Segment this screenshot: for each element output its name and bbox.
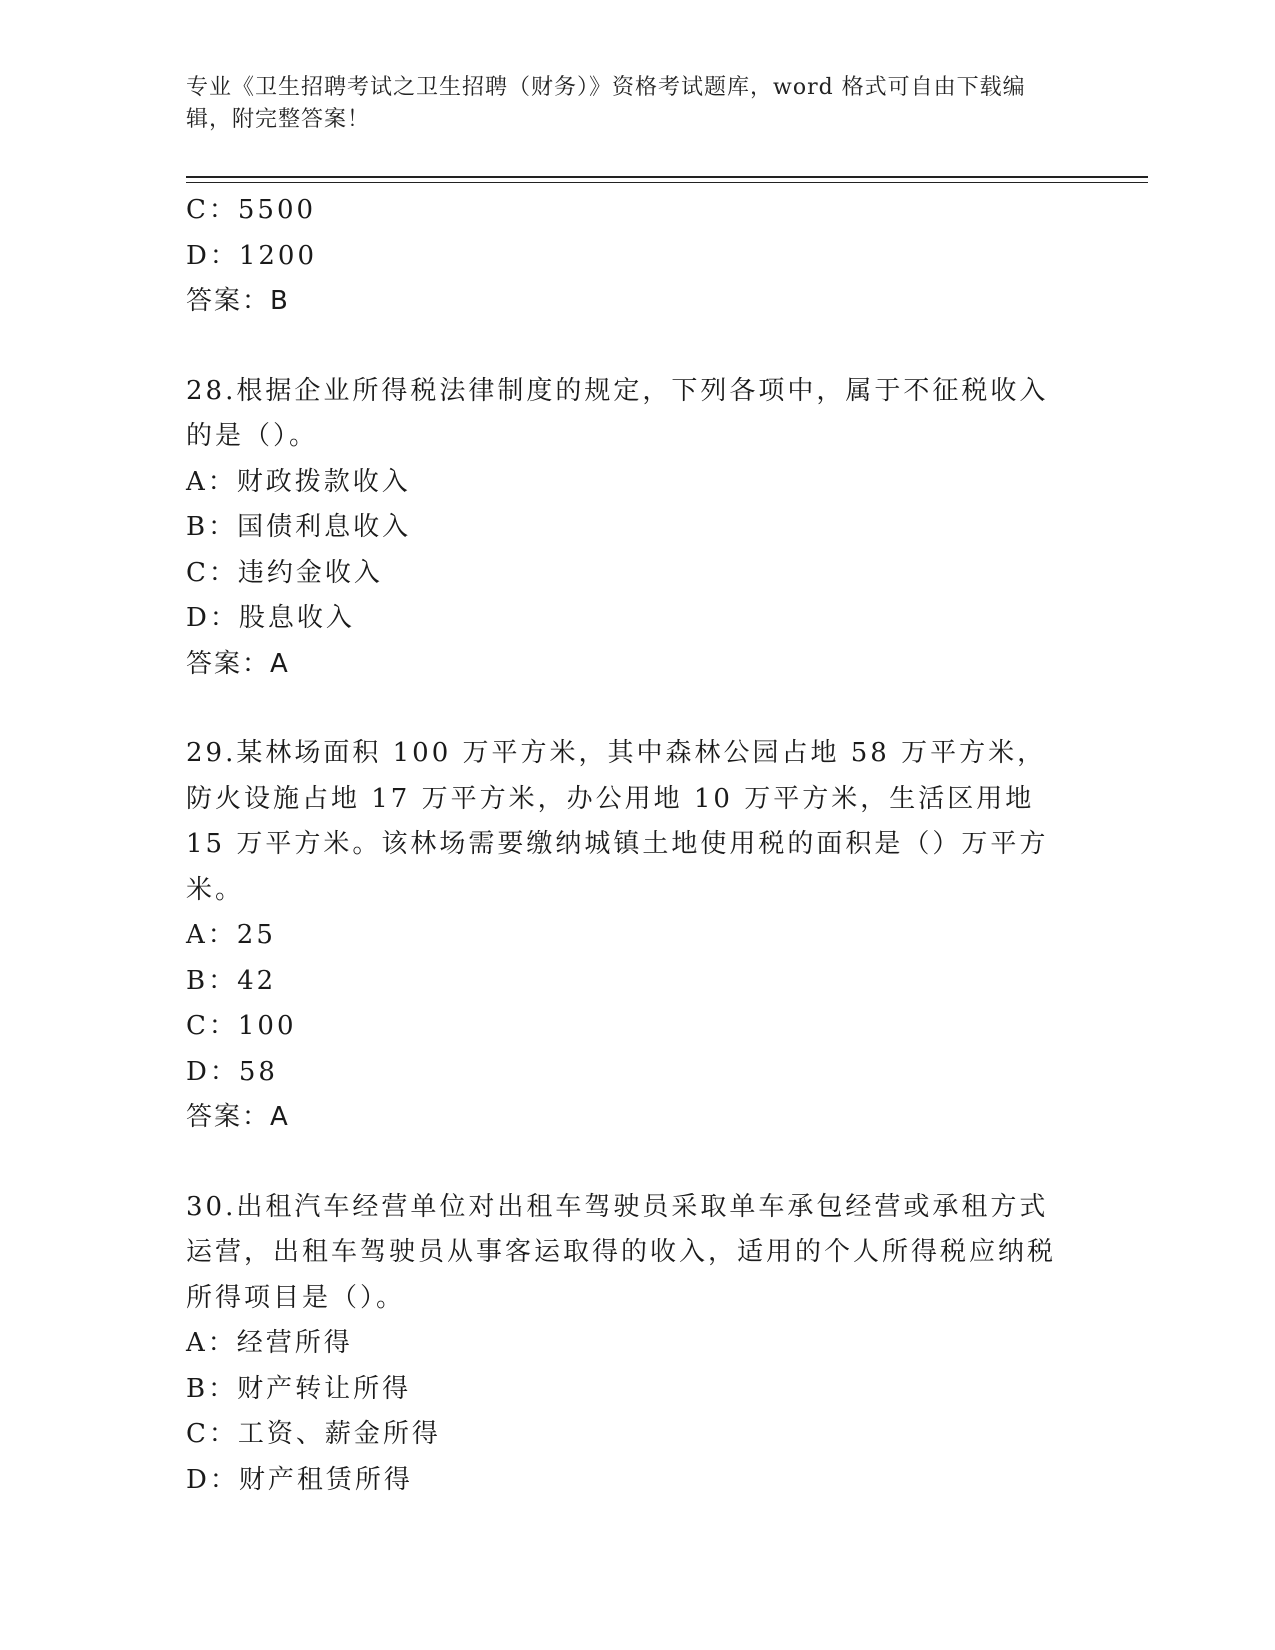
option-d: D：58 [186,1056,278,1087]
answer-line: 答案：A [186,1102,290,1132]
option-a: A：经营所得 [186,1328,353,1358]
option-d: D：财产租赁所得 [186,1464,413,1495]
document-content [186,188,1066,1503]
document-header: 专业《卫生招聘考试之卫生招聘（财务）》资格考试题库，word 格式可自由下载编辑，附完整答案！ [186,75,1026,132]
answer-line: 答案：A [186,648,290,679]
answer-line: 答案：B [186,286,290,316]
question-block-28 [186,369,1066,688]
question-stem: 28.根据企业所得税法律制度的规定，下列各项中，属于不征税收入的是（）。 [186,375,1049,451]
option-c: C：100 [186,1011,297,1041]
option-d: D：1200 [186,240,318,271]
option-a: A：25 [186,920,276,950]
option-d: D：股息收入 [186,603,355,633]
header-divider-thin [186,182,1148,183]
question-block-29 [186,731,1066,1141]
option-c: C：工资、薪金所得 [186,1419,441,1449]
option-c: C：5500 [186,195,317,225]
option-b: B：42 [186,965,277,996]
question-stem: 30.出租汽车经营单位对出租车驾驶员采取单车承包经营或承租方式运营，出租车驾驶员从事客运取得的收入，适用的个人所得税应纳税所得项目是（）。 [186,1191,1057,1313]
option-b: B：财产转让所得 [186,1373,412,1404]
option-b: B：国债利息收入 [186,512,412,542]
option-a: A：财政拨款收入 [186,466,411,497]
question-block-continued [186,188,1066,325]
header-divider-thick [186,176,1148,178]
question-block-30 [186,1185,1066,1504]
question-stem: 29.某林场面积 100 万平方米，其中森林公园占地 58 万平方米，防火设施占地 17 万平方米，办公用地 10 万平方米，生活区用地 15 万平方米。该林场需要缴纳城镇土地使用税的面积是（）万平方米。 [186,738,1049,905]
option-c: C：违约金收入 [186,557,383,588]
